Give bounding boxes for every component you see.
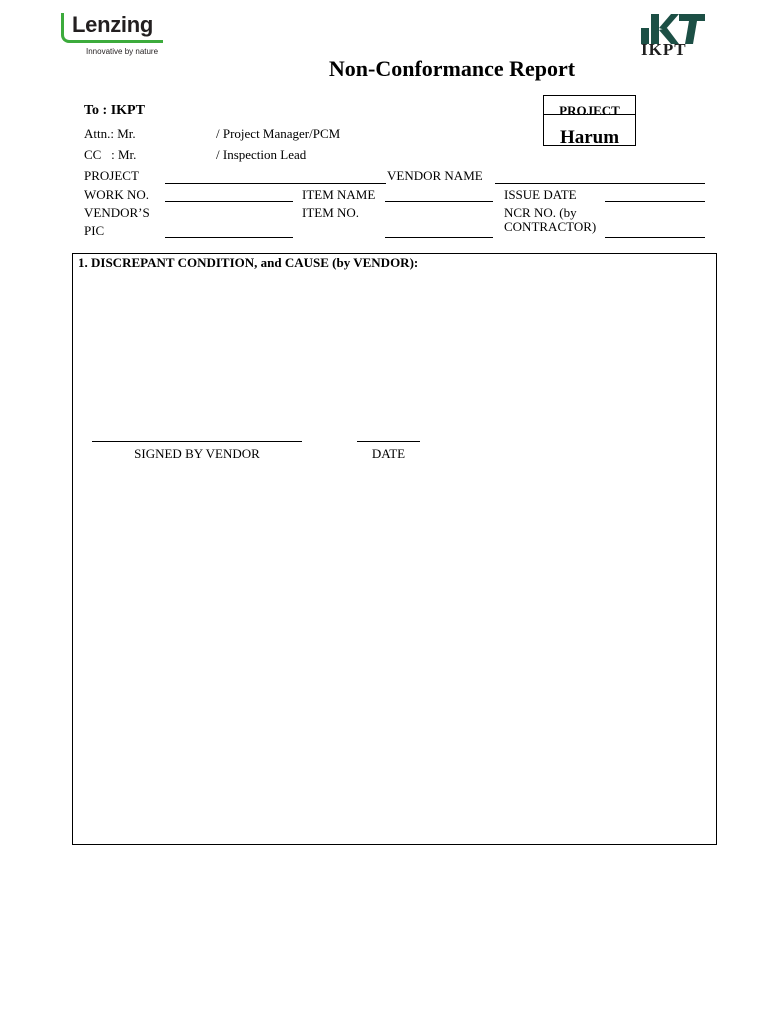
- cc-label: CC : Mr.: [84, 147, 137, 162]
- vendor-name-line[interactable]: [495, 183, 705, 184]
- cc-role: / Inspection Lead: [216, 147, 307, 162]
- issue-date-line[interactable]: [605, 201, 705, 202]
- attn-role: / Project Manager/PCM: [216, 126, 341, 141]
- page-title: Non-Conformance Report: [328, 56, 576, 81]
- project-field-line[interactable]: [165, 183, 386, 184]
- vendors-pic-line[interactable]: [165, 237, 293, 238]
- work-no-line[interactable]: [165, 201, 293, 202]
- lenzing-logo: Lenzing: [72, 12, 154, 37]
- to-line: To : IKPT: [84, 103, 145, 118]
- item-no-label: ITEM NO.: [302, 205, 360, 220]
- ikpt-logo-text: IKPT: [641, 40, 687, 59]
- vendors-pic-label-2: PIC: [84, 223, 105, 238]
- vendor-name-label: VENDOR NAME: [387, 168, 483, 183]
- project-box-value: Harum: [559, 127, 620, 148]
- project-box-label: PROJECT: [559, 103, 620, 116]
- work-no-label: WORK NO.: [84, 187, 149, 202]
- item-no-line[interactable]: [385, 237, 493, 238]
- item-name-label: ITEM NAME: [302, 187, 376, 202]
- lenzing-tagline: Innovative by nature: [86, 47, 159, 56]
- vendors-pic-label-1: VENDOR’S: [84, 205, 150, 220]
- discrepant-condition-section[interactable]: [72, 253, 717, 845]
- signed-by-vendor-label: SIGNED BY VENDOR: [134, 446, 260, 461]
- issue-date-label: ISSUE DATE: [504, 187, 577, 202]
- vendor-signature-line[interactable]: [92, 441, 302, 442]
- ncr-no-label-2: CONTRACTOR): [504, 219, 597, 234]
- item-name-line[interactable]: [385, 201, 493, 202]
- attn-label: Attn.: Mr.: [84, 126, 136, 141]
- vendor-date-line[interactable]: [357, 441, 420, 442]
- ncr-no-label-1: NCR NO. (by: [504, 205, 577, 220]
- vendor-date-label: DATE: [371, 446, 406, 461]
- project-field-label: PROJECT: [84, 168, 139, 183]
- ncr-no-line[interactable]: [605, 237, 705, 238]
- section-1-title: 1. DISCREPANT CONDITION, and CAUSE (by VENDOR):: [78, 255, 419, 270]
